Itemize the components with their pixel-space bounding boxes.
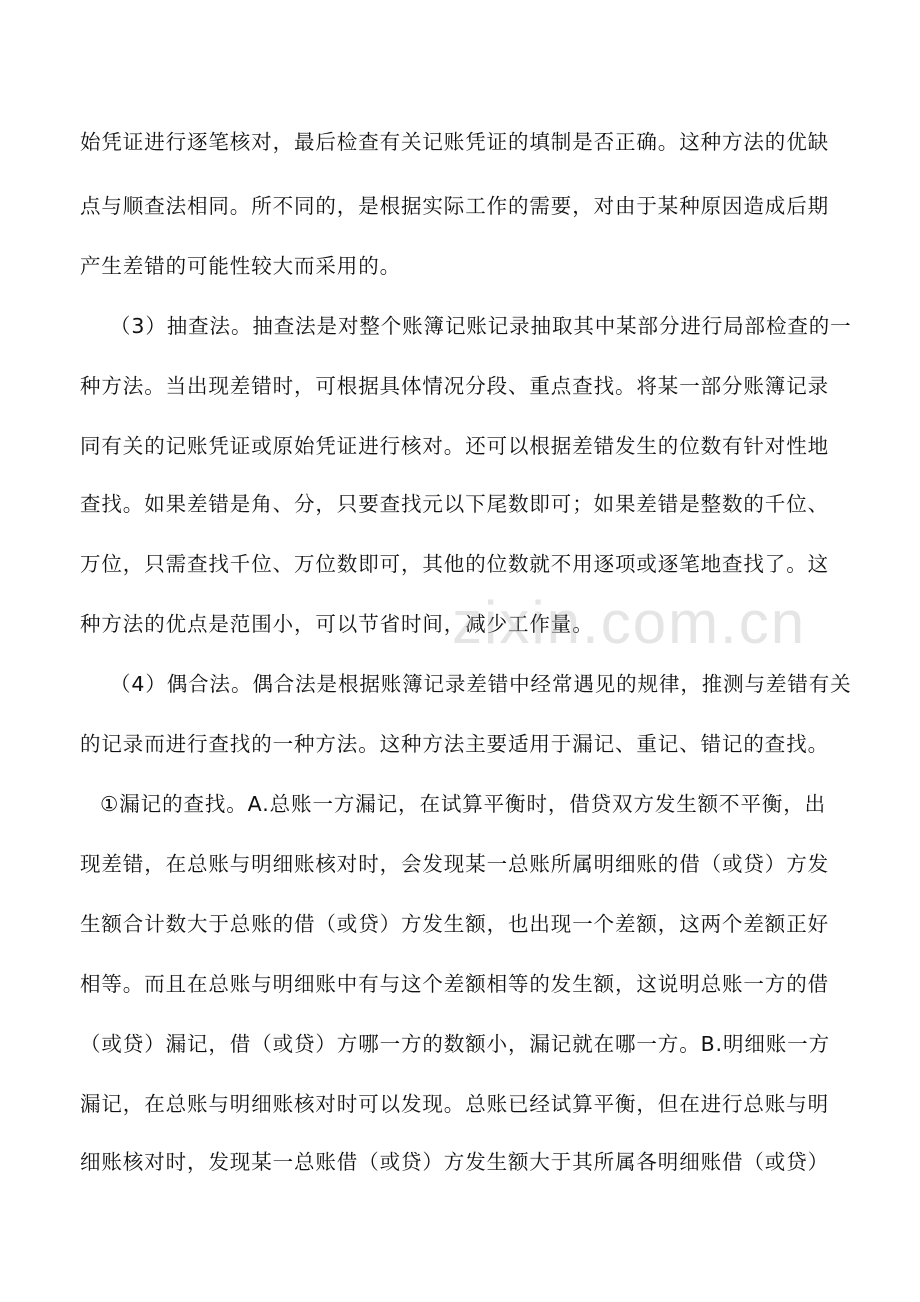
text-line: 种方法。当出现差错时，可根据具体情况分段、重点查找。将某一部分账簿记录 <box>80 374 829 398</box>
text-line: 的记录而进行查找的一种方法。这种方法主要适用于漏记、重记、错记的查找。 <box>80 732 829 756</box>
text-line: 产生差错的可能性较大而采用的。 <box>80 254 401 278</box>
text-line: 万位，只需查找千位、万位数即可，其他的位数就不用逐项或逐笔地查找了。这 <box>80 552 829 576</box>
text-line: （或贷）漏记，借（或贷）方哪一方的数额小，漏记就在哪一方。B.明细账一方 <box>80 1032 830 1056</box>
text-line: 同有关的记账凭证或原始凭证进行核对。还可以根据差错发生的位数有针对性地 <box>80 434 829 458</box>
watermark: zixin.com.cn <box>452 589 807 656</box>
paragraph-first-line: （3）抽查法。抽查法是对整个账簿记账记录抽取其中某部分进行局部检查的一 <box>110 314 852 338</box>
text-line: 种方法的优点是范围小，可以节省时间，减少工作量。 <box>80 612 594 636</box>
text-line: 细账核对时，发现某一总账借（或贷）方发生额大于其所属各明细账借（或贷） <box>80 1150 829 1174</box>
text-line: 漏记，在总账与明细账核对时可以发现。总账已经试算平衡，但在进行总账与明 <box>80 1092 829 1116</box>
paragraph-first-line: ①漏记的查找。A.总账一方漏记，在试算平衡时，借贷双方发生额不平衡，出 <box>100 792 827 816</box>
text-line: 生额合计数大于总账的借（或贷）方发生额，也出现一个差额，这两个差额正好 <box>80 912 829 936</box>
text-line: 始凭证进行逐笔核对，最后检查有关记账凭证的填制是否正确。这种方法的优缺 <box>80 130 829 154</box>
paragraph-first-line: （4）偶合法。偶合法是根据账簿记录差错中经常遇见的规律，推测与差错有关 <box>110 672 852 696</box>
text-line: 点与顺查法相同。所不同的，是根据实际工作的需要，对由于某种原因造成后期 <box>80 194 829 218</box>
text-line: 现差错，在总账与明细账核对时，会发现某一总账所属明细账的借（或贷）方发 <box>80 852 829 876</box>
text-line: 查找。如果差错是角、分，只要查找元以下尾数即可；如果差错是整数的千位、 <box>80 492 829 516</box>
text-line: 相等。而且在总账与明细账中有与这个差额相等的发生额，这说明总账一方的借 <box>80 972 829 996</box>
